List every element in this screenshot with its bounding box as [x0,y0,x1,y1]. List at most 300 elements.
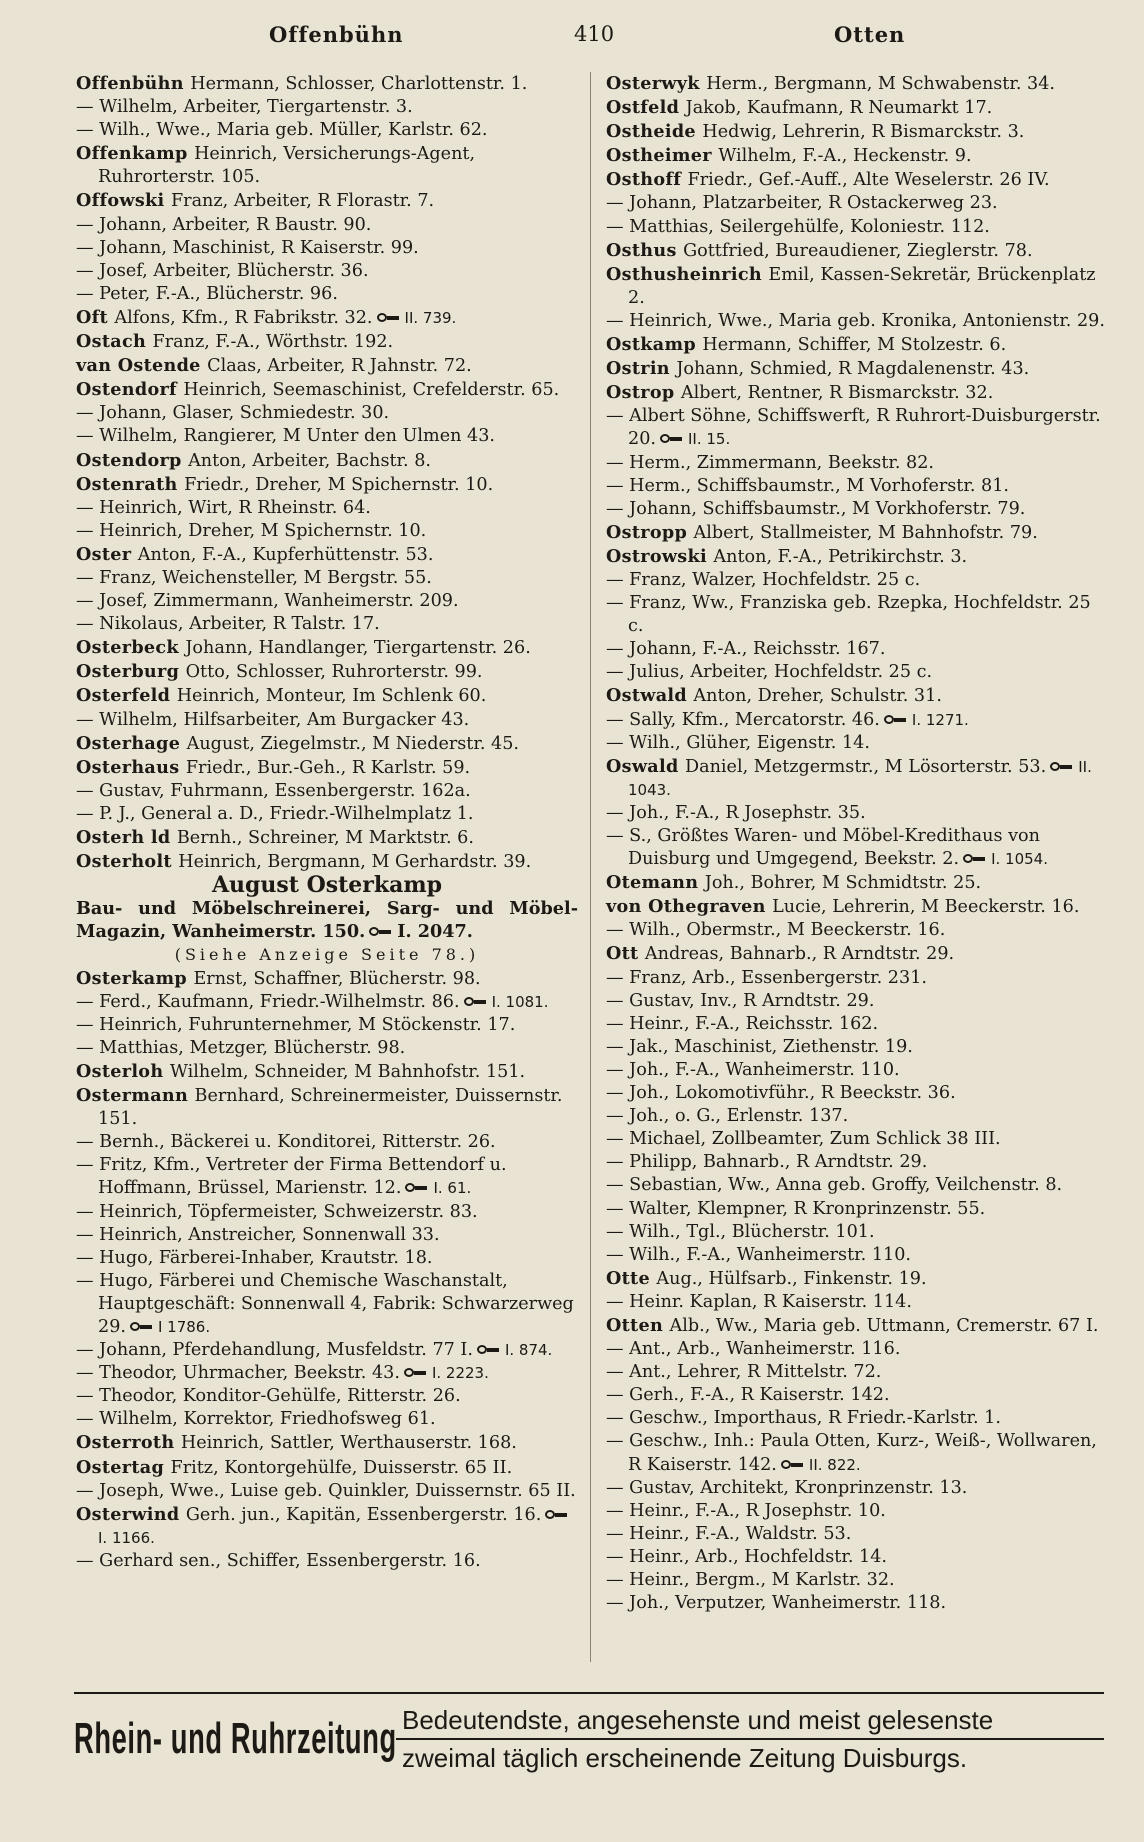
entry-details: — Walter, Klempner, R Kronprinzenstr. 55. [606,1198,986,1219]
entry-details: — Johann, Maschinist, R Kaiserstr. 99. [76,237,419,258]
directory-entry [606,919,1106,942]
entry-surname: Ostheimer [606,145,719,167]
entry-details: — Heinrich, Dreher, M Spichernstr. 10. [76,520,427,541]
directory-entry [606,709,1106,732]
entry-details: Heinrich, Sattler, Werthauserstr. 168. [180,1433,517,1454]
directory-entry [76,780,578,803]
directory-entry [606,802,1106,825]
directory-entry [606,452,1106,475]
directory-entry [606,1430,1106,1476]
telephone-number: II. 1043. [628,757,1092,799]
entry-surname: van Ostende [76,355,208,377]
entry-surname: Ostach [76,331,153,353]
telephone-number: I. 1166. [98,1528,155,1547]
directory-entry [76,1270,578,1339]
directory-entry [606,96,1106,120]
entry-details: — Albert Söhne, Schiffswerft, R Ruhrort-Duisburgerstr. 20. [606,406,1101,450]
entry-details: Anton, F.-A., Petrikirchstr. 3. [713,546,968,567]
entry-details: — Wilhelm, Hilfsarbeiter, Am Burgacker 43. [76,709,470,730]
entry-details: — Wilh., Glüher, Eigenstr. 14. [606,732,870,753]
directory-entry [606,1128,1106,1151]
entry-surname: Ostrop [606,382,681,404]
directory-entry [76,1385,578,1408]
entry-surname: Offowski [76,190,171,212]
entry-details: — Ant., Lehrer, R Mittelstr. 72. [606,1362,882,1383]
entry-details: Franz, Arbeiter, R Florastr. 7. [170,191,435,212]
directory-entry [76,473,578,497]
ad-telephone-number: I. 2047. [397,921,473,943]
directory-entry [606,1361,1106,1384]
directory-entry [606,144,1106,168]
entry-details: — Philipp, Bahnarb., R Arndtstr. 29. [606,1152,928,1173]
entry-details: — Josef, Arbeiter, Blücherstr. 36. [76,260,369,281]
directory-entry [76,967,578,991]
entry-details: Anton, F.-A., Kupferhüttenstr. 53. [137,544,434,565]
directory-entry [606,1059,1106,1082]
entry-details: — Josef, Zimmermann, Wanheimerstr. 209. [76,591,459,612]
directory-entry [606,357,1106,381]
entry-details: — S., Größtes Waren- und Möbel-Kredithaus von Duisburg und Umgegend, Beekstr. 2. [606,826,1040,870]
entry-details: — Sebastian, Ww., Anna geb. Groffy, Veilchenstr. 8. [606,1175,1063,1196]
telephone-icon [545,1509,569,1521]
directory-entry [606,1384,1106,1407]
telephone-number: I 1786. [157,1317,211,1336]
entry-surname: Ostenrath [76,473,185,495]
directory-entry [606,1198,1106,1221]
directory-entry [606,1407,1106,1430]
entry-surname: Ostrin [606,358,677,380]
directory-entry [606,381,1106,405]
entry-details: — Sally, Kfm., Mercatorstr. 46. [606,709,880,730]
directory-entry [606,498,1106,521]
entry-details: Wilhelm, Schneider, M Bahnhofstr. 151. [169,1061,526,1082]
entry-details: — Gustav, Fuhrmann, Essenbergerstr. 162a. [76,780,471,801]
directory-entry [606,545,1106,569]
directory-entry [76,1224,578,1247]
entry-surname: Ostropp [606,521,694,543]
directory-entry [606,1244,1106,1267]
entry-details: — Joh., o. G., Erlenstr. 137. [606,1106,849,1127]
entry-details: Hermann, Schiffer, M Stolzestr. 6. [702,335,1007,356]
telephone-number: I. 1054. [991,850,1048,869]
entry-details: Bernhard, Schreinermeister, Duissernstr. 151. [98,1086,563,1130]
entry-details: — Jak., Maschinist, Ziethenstr. 19. [606,1036,913,1057]
entry-surname: Osterkamp [76,967,194,989]
entry-details: — Hugo, Färberei-Inhaber, Krautstr. 18. [76,1247,433,1268]
telephone-icon [660,433,684,445]
entry-details: — Joseph, Wwe., Luise geb. Quinkler, Duissernstr. 65 II. [76,1480,576,1501]
telephone-number: I. 61. [433,1179,472,1198]
entry-surname: Osthusheinrich [606,263,769,285]
entry-surname: Ostheide [606,121,703,143]
entry-details: — Hugo, Färberei und Chemische Waschanstalt, Hauptgeschäft: Sonnenwall 4, Fabrik: Schwarzerweg 29. [76,1270,574,1337]
entry-details: — Johann, Glaser, Schmiedestr. 30. [76,403,390,424]
entry-surname: Otemann [606,872,705,894]
entry-details: Heinrich, Bergmann, M Gerhardstr. 39. [178,852,532,873]
entry-details: Fritz, Kontorgehülfe, Duisserstr. 65 II. [170,1457,513,1478]
directory-entry [606,1105,1106,1128]
entry-details: Albert, Stallmeister, M Bahnhofstr. 79. [693,522,1038,543]
entry-details: — Geschw., Inh.: Paula Otten, Kurz-, Weiß-, Wollwaren, R Kaiserstr. 142. [606,1431,1097,1475]
entry-surname: Ostendorp [76,449,189,471]
directory-entry [606,1569,1106,1592]
telephone-icon [130,1321,154,1333]
entry-details: — Joh., F.-A., R Josephstr. 35. [606,802,866,823]
entry-surname: Offenkamp [76,143,195,165]
directory-entry [76,590,578,613]
directory-entry [76,260,578,283]
telephone-number: I. 874. [504,1341,553,1360]
entry-details: — Michael, Zollbeamter, Zum Schlick 38 III. [606,1129,1001,1150]
entry-details: Friedr., Gef.-Auff., Alte Weselerstr. 26 IV. [687,170,1050,191]
directory-entry [76,803,578,826]
entry-details: — P. J., General a. D., Friedr.-Wilhelmplatz 1. [76,803,474,824]
directory-entry [606,755,1106,802]
entry-details: — Wilhelm, Arbeiter, Tiergartenstr. 3. [76,97,413,118]
entry-surname: von Othegraven [606,896,773,918]
entry-details: — Franz, Ww., Franziska geb. Rzepka, Hochfeldstr. 25 c. [606,593,1091,637]
directory-entry [606,825,1106,871]
telephone-icon [1050,761,1074,773]
entry-details: — Wilhelm, Rangierer, M Unter den Ulmen 43. [76,426,496,447]
entry-surname: Osterbeck [76,637,186,659]
entry-details: — Gustav, Architekt, Kronprinzenstr. 13. [606,1477,968,1498]
directory-entry [76,660,578,684]
telephone-number: I. 1081. [491,992,549,1011]
entry-details: Heinrich, Versicherungs-Agent, Ruhrorterstr. 105. [98,144,476,188]
newspaper-brand: Rhein- und Ruhrzeitung [74,1714,397,1763]
directory-entry [606,475,1106,498]
directory-entry [76,142,578,189]
telephone-number: II. 822. [808,1455,861,1474]
entry-details: — Wilh., F.-A., Wanheimerstr. 110. [606,1244,911,1265]
right-column [606,72,1106,1615]
entry-details: Ernst, Schaffner, Blücherstr. 98. [193,968,481,989]
entry-details: — Heinrich, Wirt, R Rheinstr. 64. [76,497,371,518]
entry-surname: Osterfeld [76,685,177,707]
entry-details: — Heinrich, Wwe., Maria geb. Kronika, Antonienstr. 29. [606,310,1105,331]
entry-details: — Gerhard sen., Schiffer, Essenbergerstr. 16. [76,1550,481,1571]
directory-entry [76,850,578,874]
directory-entry [76,119,578,142]
entry-details: — Heinr., F.-A., Reichsstr. 162. [606,1013,879,1034]
entry-surname: Ostertag [76,1456,171,1478]
page-number: 410 [574,22,615,46]
telephone-number: II. 15. [687,430,731,449]
directory-entry [606,1174,1106,1197]
directory-entry [606,1477,1106,1500]
directory-entry [606,72,1106,96]
entry-details: — Joh., Lokomotivführ., R Beeckstr. 36. [606,1083,956,1104]
entry-details: — Heinr., Arb., Hochfeldstr. 14. [606,1546,887,1567]
entry-details: — Joh., Verputzer, Wanheimerstr. 118. [606,1593,947,1614]
entry-surname: Ott [606,943,645,965]
directory-entry [76,1014,578,1037]
ad-body-line-2 [76,920,578,943]
directory-entry [606,239,1106,263]
entry-details: Gottfried, Bureaudiener, Zieglerstr. 78. [683,240,1033,261]
newspaper-advertisement [74,1692,1104,1784]
entry-details: August, Ziegelmstr., M Niederstr. 45. [186,733,520,754]
directory-entry [76,1431,578,1455]
entry-surname: Oft [76,306,115,328]
directory-entry [76,1154,578,1200]
entry-details: — Johann, Schiffsbaumstr., M Vorkhoferstr. 79. [606,498,1026,519]
telephone-icon [369,926,393,938]
entry-details: Jakob, Kaufmann, R Neumarkt 17. [685,98,993,119]
directory-entry [606,990,1106,1013]
entry-details: — Johann, Arbeiter, R Baustr. 90. [76,214,372,235]
entry-details: Franz, F.-A., Wörthstr. 192. [152,332,394,353]
entry-details: — Geschw., Importhaus, R Friedr.-Karlstr. 1. [606,1408,1001,1429]
entry-surname: Ostfeld [606,97,686,119]
entry-details: — Franz, Weichensteller, M Bergstr. 55. [76,567,432,588]
directory-entry [76,1131,578,1154]
entry-details: — Peter, F.-A., Blücherstr. 96. [76,283,338,304]
entry-details: Johann, Schmied, R Magdalenenstr. 43. [676,359,1030,380]
entry-surname: Osterloh [76,1060,170,1082]
directory-entry [76,189,578,213]
entry-details: — Franz, Walzer, Hochfeldstr. 25 c. [606,569,921,590]
directory-entry [76,826,578,850]
directory-entry [606,638,1106,661]
entry-details: — Herm., Zimmermann, Beekstr. 82. [606,452,935,473]
entry-details: — Wilh., Tgl., Blücherstr. 101. [606,1221,875,1242]
directory-entry [606,684,1106,708]
entry-surname: Oswald [606,755,685,777]
entry-details: — Ant., Arb., Wanheimerstr. 116. [606,1339,901,1360]
directory-entry [76,567,578,590]
directory-entry [76,636,578,660]
directory-entry [76,1201,578,1224]
directory-entry [76,354,578,378]
entry-surname: Osterholt [76,851,179,873]
entry-details: Wilhelm, F.-A., Heckenstr. 9. [718,146,972,167]
entry-details: — Joh., F.-A., Wanheimerstr. 110. [606,1059,900,1080]
entry-details: — Nikolaus, Arbeiter, R Talstr. 17. [76,614,380,635]
entry-surname: Osterroth [76,1432,181,1454]
directory-entry [606,1338,1106,1361]
directory-entry [606,1314,1106,1338]
entry-details: — Heinrich, Anstreicher, Sonnenwall 33. [76,1224,440,1245]
column-divider [590,72,591,1662]
directory-entry [76,425,578,448]
directory-entry [606,1592,1106,1615]
entry-details: — Johann, F.-A., Reichsstr. 167. [606,639,886,660]
directory-entry [606,942,1106,966]
entry-details: Aug., Hülfsarb., Finkenstr. 19. [656,1268,927,1289]
directory-entry [76,283,578,306]
entry-surname: Osterwyk [606,73,707,94]
directory-entry [606,1546,1106,1569]
directory-entry [76,1503,578,1550]
telephone-icon [464,996,488,1008]
directory-entry [606,1267,1106,1291]
entry-surname: Osthus [606,239,684,261]
directory-entry [606,1151,1106,1174]
directory-entry [606,168,1106,192]
entry-surname: Ostendorf [76,379,184,401]
entry-details: — Johann, Platzarbeiter, R Ostackerweg 23. [606,193,998,214]
directory-entry [606,1291,1106,1314]
entry-surname: Osthoff [606,169,688,191]
entry-details: Heinrich, Seemaschinist, Crefelderstr. 65. [183,380,560,401]
entry-details: Bernh., Schreiner, M Marktstr. 6. [176,828,474,848]
entry-details: — Heinr. Kaplan, R Kaiserstr. 114. [606,1291,912,1312]
entry-details: — Wilhelm, Korrektor, Friedhofsweg 61. [76,1409,436,1430]
header-left-keyword: Offenbühn [269,22,404,47]
entry-details: — Bernh., Bäckerei u. Konditorei, Ritterstr. 26. [76,1132,496,1153]
entry-details: — Ferd., Kaufmann, Friedr.-Wilhelmstr. 86. [76,991,460,1012]
entry-details: — Herm., Schiffsbaumstr., M Vorhoferstr. 81. [606,475,1010,496]
directory-entry [606,871,1106,895]
directory-entry [76,96,578,119]
entry-details: — Fritz, Kfm., Vertreter der Firma Bettendorf u. Hoffmann, Brüssel, Marienstr. 12. [76,1155,507,1199]
entry-surname: Osterhage [76,732,187,754]
directory-entry [76,684,578,708]
entry-details: Emil, Kassen-Sekretär, Brückenplatz 2. [628,264,1096,308]
directory-entry [606,405,1106,451]
entry-surname: Ostrowski [606,545,714,567]
entry-details: Alfons, Kfm., R Fabrikstr. 32. [114,307,373,328]
telephone-icon [377,312,401,324]
entry-details: Gerh. jun., Kapitän, Essenbergerstr. 16. [185,1504,542,1525]
directory-entry [606,732,1106,755]
ad-body-line-1: Bau- und Möbelschreinerei, Sarg- und Möbel- [76,898,578,920]
entry-surname: Otte [606,1267,657,1289]
telephone-icon [884,714,908,726]
ad-title: August Osterkamp [211,872,443,899]
directory-entry [606,1500,1106,1523]
entry-surname: Otten [606,1314,670,1336]
entry-details: Anton, Dreher, Schulstr. 31. [693,686,942,707]
osterkamp-advertisement [76,874,578,966]
entry-details: Alb., Ww., Maria geb. Uttmann, Cremerstr. 67 I. [669,1315,1099,1336]
newspaper-tagline [396,1702,1104,1776]
directory-entry [606,569,1106,592]
directory-entry [76,543,578,567]
directory-entry [606,1523,1106,1546]
directory-entry [76,756,578,780]
telephone-icon [477,1344,501,1356]
directory-entry [76,1339,578,1362]
ad-address: Magazin, Wanheimerstr. 150. [76,921,366,943]
directory-entry [76,1362,578,1385]
directory-entry [606,1036,1106,1059]
entry-details: — Johann, Pferdehandlung, Musfeldstr. 77 I. [76,1340,473,1361]
entry-surname: Ostkamp [606,334,703,356]
entry-details: — Gerh., F.-A., R Kaiserstr. 142. [606,1385,890,1406]
header-right-keyword: Otten [834,22,906,47]
entry-details: — Heinr., F.-A., Waldstr. 53. [606,1523,852,1544]
directory-entry [76,497,578,520]
directory-entry [606,1221,1106,1244]
directory-entry [606,521,1106,545]
directory-entry [76,991,578,1014]
entry-surname: Oster [76,543,138,565]
directory-entry [76,72,578,96]
entry-surname: Osterh ld [76,827,177,848]
directory-entry [606,1082,1106,1105]
directory-entry [606,592,1106,638]
directory-entry [606,1013,1106,1036]
entry-details: — Heinrich, Fuhrunternehmer, M Stöckenstr. 17. [76,1014,516,1035]
directory-entry [606,967,1106,990]
directory-entry [606,333,1106,357]
entry-details: Andreas, Bahnarb., R Arndtstr. 29. [644,944,955,965]
directory-entry [76,1550,578,1573]
directory-entry [76,449,578,473]
directory-entry [606,120,1106,144]
directory-entry [606,895,1106,919]
tagline-line-1: Bedeutendste, angesehenste und meist gelesenste [402,1705,994,1735]
directory-entry [76,1060,578,1084]
telephone-number: II. 739. [404,308,457,327]
entry-details: Claas, Arbeiter, R Jahnstr. 72. [207,356,472,377]
directory-entry [76,378,578,402]
telephone-icon [781,1459,805,1471]
directory-entry [76,1480,578,1503]
entry-details: Hedwig, Lehrerin, R Bismarckstr. 3. [702,122,1025,143]
entry-details: — Matthias, Metzger, Blücherstr. 98. [76,1037,406,1058]
entry-surname: Offenbühn [76,73,191,94]
directory-entry [76,1408,578,1431]
ad-reference: (Siehe Anzeige Seite 78.) [174,945,480,965]
entry-details: — Theodor, Konditor-Gehülfe, Ritterstr. 26. [76,1386,461,1407]
entry-details: — Heinr., F.-A., R Josephstr. 10. [606,1500,886,1521]
directory-entry [76,306,578,330]
directory-entry [76,237,578,260]
entry-details: — Franz, Arb., Essenbergerstr. 231. [606,967,927,988]
entry-details: — Heinr., Bergm., M Karlstr. 32. [606,1570,895,1590]
directory-entry [76,1084,578,1131]
entry-details: Joh., Bohrer, M Schmidtstr. 25. [704,873,982,894]
entry-details: — Wilh., Obermstr., M Beeckerstr. 16. [606,920,946,941]
directory-entry [76,1037,578,1060]
entry-details: — Wilh., Wwe., Maria geb. Müller, Karlstr. 62. [76,120,488,141]
directory-entry [76,520,578,543]
entry-details: — Heinrich, Töpfermeister, Schweizerstr. 83. [76,1201,478,1222]
entry-details: Johann, Handlanger, Tiergartenstr. 26. [185,638,531,659]
left-column [76,72,578,1573]
entry-details: Daniel, Metzgermstr., M Lösorterstr. 53. [685,756,1047,777]
entry-details: — Theodor, Uhrmacher, Beekstr. 43. [76,1363,400,1384]
telephone-icon [405,1182,429,1194]
directory-entry [76,613,578,636]
directory-entry [606,216,1106,239]
telephone-icon [404,1367,428,1379]
entry-details: Albert, Rentner, R Bismarckstr. 32. [680,383,994,404]
entry-surname: Osterhaus [76,756,186,778]
entry-details: Otto, Schlosser, Ruhrorterstr. 99. [185,662,483,683]
entry-details: Heinrich, Monteur, Im Schlenk 60. [176,686,487,707]
entry-surname: Ostwald [606,685,694,707]
page-header [74,22,1100,62]
directory-entry [606,661,1106,684]
directory-entry [76,732,578,756]
entry-details: Friedr., Bur.-Geh., R Karlstr. 59. [185,757,471,778]
entry-details: Herm., Bergmann, M Schwabenstr. 34. [706,74,1056,94]
entry-surname: Osterburg [76,661,186,683]
directory-entry [606,192,1106,215]
entry-surname: Ostermann [76,1085,195,1107]
entry-details: Lucie, Lehrerin, M Beeckerstr. 16. [772,897,1080,918]
entry-details: — Julius, Arbeiter, Hochfeldstr. 25 c. [606,662,933,683]
entry-details: Hermann, Schlosser, Charlottenstr. 1. [190,74,528,94]
directory-entry [76,1247,578,1270]
entry-details: — Gustav, Inv., R Arndtstr. 29. [606,990,875,1011]
directory-entry [76,709,578,732]
